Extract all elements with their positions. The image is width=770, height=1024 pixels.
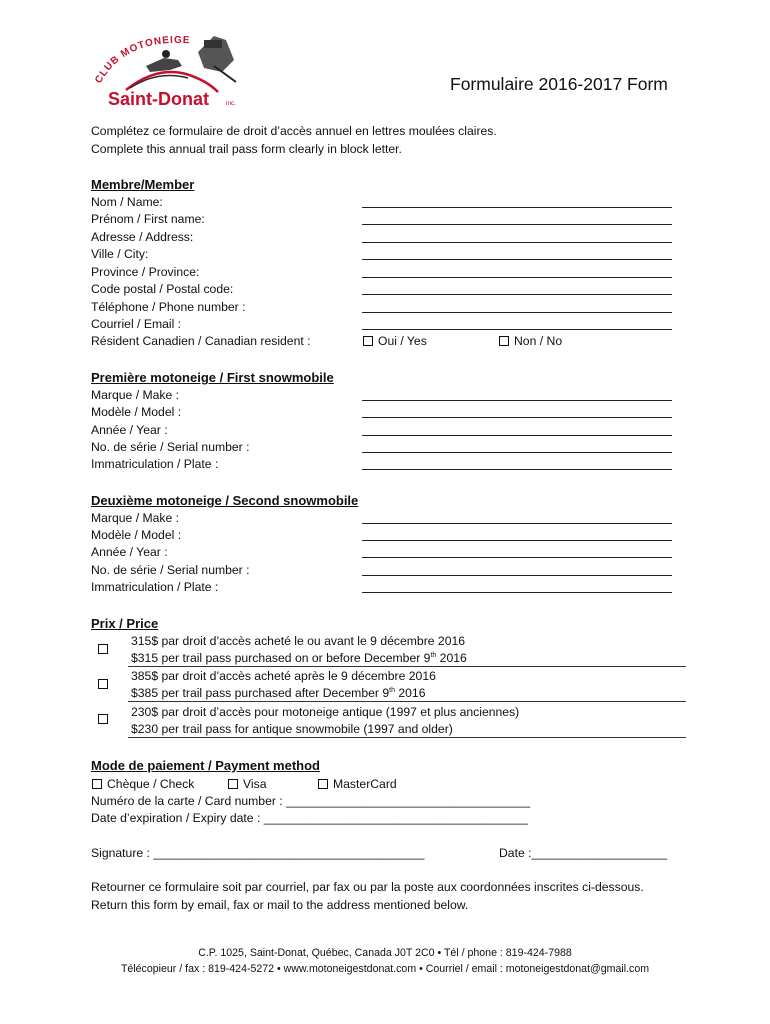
signature-date-field[interactable]: Date :____________________ — [499, 846, 668, 860]
s1-year-field[interactable] — [362, 435, 672, 436]
price-option-2-fr: 385$ par droit d’accès acheté après le 9 décembre 2016 — [131, 669, 436, 683]
field-label-phone: Téléphone / Phone number : — [91, 300, 246, 314]
s1-serial-field[interactable] — [362, 452, 672, 453]
price-heading: Prix / Price — [91, 616, 159, 631]
field-label-name: Nom / Name: — [91, 195, 163, 209]
s1-label-make: Marque / Make : — [91, 388, 180, 402]
snowmobile-icon — [146, 50, 182, 72]
s2-label-serial: No. de série / Serial number : — [91, 563, 250, 577]
phone-field[interactable] — [362, 312, 672, 313]
address-field[interactable] — [362, 242, 672, 243]
payment-heading: Mode de paiement / Payment method — [91, 758, 320, 773]
member-heading: Membre/Member — [91, 177, 195, 192]
s2-label-year: Année / Year : — [91, 545, 168, 559]
logo-suffix: inc. — [226, 100, 237, 107]
payment-mastercard-option[interactable] — [318, 777, 397, 791]
visa-checkbox[interactable] — [228, 779, 238, 789]
resident-yes-option[interactable] — [363, 334, 427, 348]
name-field[interactable] — [362, 207, 672, 208]
price-option-2-en: $385 per trail pass purchased after December 9th 2016 — [131, 686, 426, 700]
resident-yes-label: Oui / Yes — [378, 334, 427, 348]
intro-fr: Complétez ce formulaire de droit d’accès annuel en lettres moulées claires. — [91, 124, 497, 138]
rider-icon — [198, 36, 236, 82]
cheque-label: Chèque / Check — [107, 777, 195, 791]
s2-plate-field[interactable] — [362, 592, 672, 593]
s1-plate-field[interactable] — [362, 469, 672, 470]
price-divider-2 — [128, 701, 686, 702]
mastercard-checkbox[interactable] — [318, 779, 328, 789]
footer-contact: Télécopieur / fax : 819-424-5272 • www.motoneigestdonat.com • Courriel / email : motoneigestdonat@gmail.com — [120, 963, 650, 975]
s2-year-field[interactable] — [362, 557, 672, 558]
s1-label-plate: Immatriculation / Plate : — [91, 457, 219, 471]
first-name-field[interactable] — [362, 224, 672, 225]
resident-no-label: Non / No — [514, 334, 563, 348]
logo-name: Saint-Donat — [108, 89, 209, 109]
email-field[interactable] — [362, 329, 672, 330]
s1-make-field[interactable] — [362, 400, 672, 401]
s2-label-make: Marque / Make : — [91, 511, 180, 525]
price-option-3-fr: 230$ par droit d’accès pour motoneige antique (1997 et plus anciennes) — [131, 705, 520, 719]
signature-field[interactable]: Signature : ________________________________________ — [91, 846, 425, 860]
resident-no-checkbox[interactable] — [499, 336, 509, 346]
cheque-checkbox[interactable] — [92, 779, 102, 789]
price-option-2-checkbox[interactable] — [98, 679, 108, 689]
expiry-date-field[interactable]: Date d’expiration / Expiry date : _______________________________________ — [91, 811, 529, 825]
payment-cheque-option[interactable] — [92, 777, 194, 791]
resident-yes-checkbox[interactable] — [363, 336, 373, 346]
return-instructions-en: Return this form by email, fax or mail to the address mentioned below. — [91, 898, 469, 912]
s1-label-year: Année / Year : — [91, 423, 168, 437]
province-field[interactable] — [362, 277, 672, 278]
postal-code-field[interactable] — [362, 294, 672, 295]
club-logo — [86, 30, 258, 110]
price-option-1-fr: 315$ par droit d’accès acheté le ou avant le 9 décembre 2016 — [131, 634, 466, 648]
form-title: Formulaire 2016-2017 Form — [450, 74, 668, 94]
price-option-3-checkbox[interactable] — [98, 714, 108, 724]
price-option-3-en: $230 per trail pass for antique snowmobile (1997 and older) — [131, 722, 453, 736]
field-label-province: Province / Province: — [91, 265, 200, 279]
price-option-1-checkbox[interactable] — [98, 644, 108, 654]
footer-address: C.P. 1025, Saint-Donat, Québec, Canada J0T 2C0 • Tél / phone : 819-424-7988 — [198, 947, 572, 959]
price-divider-1 — [128, 666, 686, 667]
card-number-field[interactable]: Numéro de la carte / Card number : ____________________________________ — [91, 794, 531, 808]
field-label-first-name: Prénom / First name: — [91, 212, 205, 226]
field-label-email: Courriel / Email : — [91, 317, 182, 331]
field-label-address: Adresse / Address: — [91, 230, 194, 244]
s1-label-serial: No. de série / Serial number : — [91, 440, 250, 454]
snowmobile1-heading: Première motoneige / First snowmobile — [91, 370, 334, 385]
field-label-city: Ville / City: — [91, 247, 149, 261]
city-field[interactable] — [362, 259, 672, 260]
s2-label-plate: Immatriculation / Plate : — [91, 580, 219, 594]
payment-visa-option[interactable] — [228, 777, 267, 791]
price-option-1-en: $315 per trail pass purchased on or before December 9th 2016 — [131, 651, 467, 665]
field-label-postal-code: Code postal / Postal code: — [91, 282, 234, 296]
s1-label-model: Modèle / Model : — [91, 405, 182, 419]
resident-no-option[interactable] — [499, 334, 562, 348]
snowmobile2-heading: Deuxième motoneige / Second snowmobile — [91, 493, 359, 508]
s2-make-field[interactable] — [362, 523, 672, 524]
s1-model-field[interactable] — [362, 417, 672, 418]
field-label-resident: Résident Canadien / Canadian resident : — [91, 334, 311, 348]
mastercard-label: MasterCard — [333, 777, 397, 791]
s2-label-model: Modèle / Model : — [91, 528, 182, 542]
s2-model-field[interactable] — [362, 540, 672, 541]
intro-en: Complete this annual trail pass form clearly in block letter. — [91, 142, 402, 156]
s2-serial-field[interactable] — [362, 575, 672, 576]
price-divider-3 — [128, 737, 686, 738]
visa-label: Visa — [243, 777, 267, 791]
logo-arc-text: CLUB MOTONEIGE — [93, 34, 191, 86]
return-instructions-fr: Retourner ce formulaire soit par courriel, par fax ou par la poste aux coordonnées inscrites ci-dessous. — [91, 880, 644, 894]
